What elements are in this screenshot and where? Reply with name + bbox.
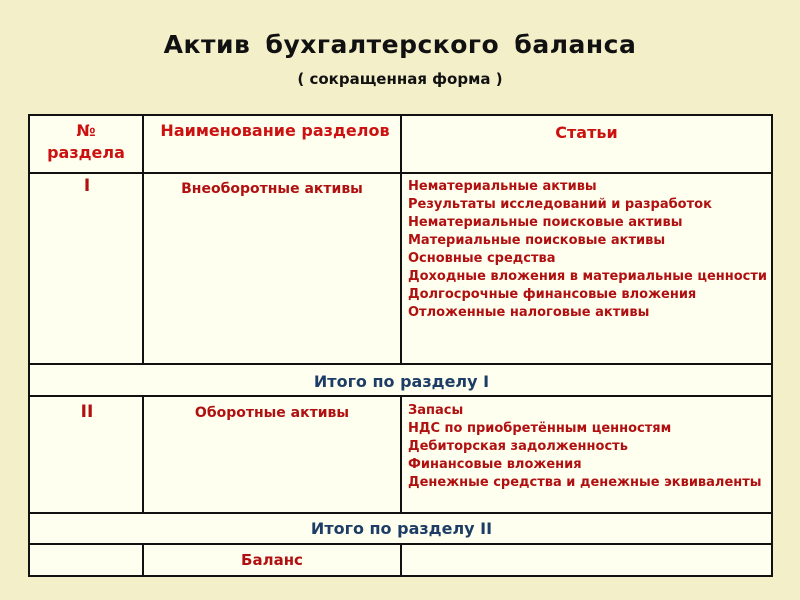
page-title: Актив бухгалтерского баланса xyxy=(163,30,637,59)
col-divider-1c xyxy=(142,543,144,575)
header-articles-label: Статьи xyxy=(555,123,618,142)
header-articles xyxy=(402,120,771,172)
section-1-number: I xyxy=(83,176,91,196)
section-1-item: Нематериальные активы xyxy=(408,179,597,194)
section-2-total: Итого по разделу II xyxy=(310,519,493,538)
header-name xyxy=(150,120,400,172)
page-subtitle: ( сокращенная форма ) xyxy=(297,70,503,88)
section-2-item: НДС по приобретённым ценностям xyxy=(408,421,672,436)
col-divider-2c xyxy=(400,543,402,575)
balance-table xyxy=(28,114,773,577)
header-number xyxy=(36,120,136,172)
section-1-item: Нематериальные поисковые активы xyxy=(408,215,683,230)
balance-label: Баланс xyxy=(241,551,303,569)
divider-total1-top xyxy=(30,363,771,365)
divider-total2-top xyxy=(30,512,771,514)
section-2-name: Оборотные активы xyxy=(194,405,350,421)
header-number-label: № раздела xyxy=(47,121,125,162)
section-1-item: Результаты исследований и разработок xyxy=(408,197,712,212)
section-2-item: Денежные средства и денежные эквиваленты xyxy=(408,475,762,490)
section-1-item: Отложенные налоговые активы xyxy=(408,305,650,320)
col-divider-1b xyxy=(142,395,144,512)
section-2-item: Запасы xyxy=(408,403,464,418)
col-divider-2a xyxy=(400,116,402,363)
section-1-item: Материальные поисковые активы xyxy=(408,233,666,248)
section-1-total: Итого по разделу I xyxy=(313,372,490,391)
col-divider-1a xyxy=(142,116,144,363)
section-2-item: Финансовые вложения xyxy=(408,457,582,472)
header-name-label: Наименование разделов xyxy=(160,121,390,140)
section-1-name: Внеоборотные активы xyxy=(181,181,363,197)
section-1-item: Доходные вложения в материальные ценности xyxy=(408,269,768,284)
col-divider-2b xyxy=(400,395,402,512)
section-1-items xyxy=(402,176,771,362)
section-2-items xyxy=(402,400,771,512)
section-2-number: II xyxy=(80,402,94,422)
section-2-item: Дебиторская задолженность xyxy=(408,439,628,454)
section-1-item: Основные средства xyxy=(408,251,556,266)
section-1-item: Долгосрочные финансовые вложения xyxy=(408,287,697,302)
